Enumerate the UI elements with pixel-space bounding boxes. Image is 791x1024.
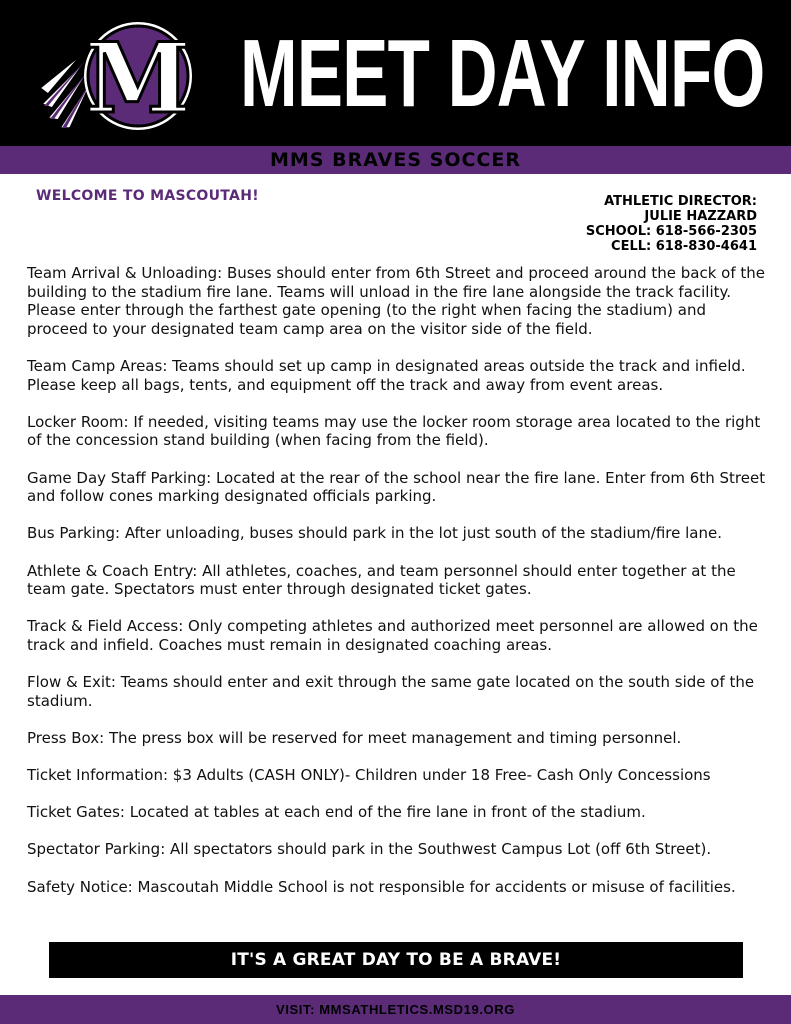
director-name: JULIE HAZZARD (644, 209, 757, 224)
logo-letter: M (84, 22, 192, 135)
braves-feather-logo-icon (38, 18, 198, 136)
athletic-director-contact (586, 194, 757, 254)
section-team-camp-areas: Team Camp Areas: Teams should set up camp in designated areas outside the track and infield. Please keep all bags, tents, and equipment off the track and away from event areas. (27, 356, 746, 394)
header-banner (0, 0, 791, 146)
section-athlete-entry: Athlete & Coach Entry: All athletes, coaches, and team personnel should enter together at the team gate. Spectators must enter through designated ticket gates. (27, 561, 736, 599)
school-phone: SCHOOL: 618-566-2305 (585, 224, 757, 239)
subheader-title: MMS BRAVES SOCCER (270, 149, 521, 171)
section-locker-room: Locker Room: If needed, visiting teams may use the locker room storage area located to the right of the concession stand building (when facing from the field). (27, 412, 761, 450)
subheader-bar (0, 146, 791, 174)
section-flow-exit: Flow & Exit: Teams should enter and exit through the same gate located on the south side of the stadium. (27, 673, 755, 710)
section-press-box: Press Box: The press box will be reserved for meet management and timing personnel. (27, 728, 682, 747)
section-ticket-gates: Ticket Gates: Located at tables at each end of the fire lane in front of the stadium. (27, 803, 646, 822)
info-sections (27, 264, 769, 915)
cell-phone: CELL: 618-830-4641 (611, 239, 757, 254)
section-bus-parking: Bus Parking: After unloading, buses should park in the lot just south of the stadium/fire lane. (27, 524, 722, 543)
footer-website-link[interactable]: VISIT: MMSATHLETICS.MSD19.ORG (276, 1002, 515, 1017)
section-track-access: Track & Field Access: Only competing athletes and authorized meet personnel are allowed on the track and infield. Coaches must remain in designated coaching areas. (27, 617, 758, 654)
director-label: ATHLETIC DIRECTOR: (604, 194, 757, 209)
welcome-heading: WELCOME TO MASCOUTAH! (36, 188, 259, 204)
page-title: MEET DAY INFO (240, 20, 765, 127)
footer-bar (0, 995, 791, 1024)
section-safety-notice: Safety Notice: Mascoutah Middle School is not responsible for accidents or misuse of facilities. (27, 877, 736, 896)
section-team-arrival: Team Arrival & Unloading: Buses should enter from 6th Street and proceed around the back of the building to the stadium fire lane. Teams will unload in the fire lane alongside the track facility. Please enter through the farthest gate opening (to the right when facing the stadium) and proceed to your designated team camp area on the visitor side of the field. (27, 264, 766, 338)
section-staff-parking: Game Day Staff Parking: Located at the rear of the school near the fire lane. Enter from 6th Street and follow cones marking designated officials parking. (27, 468, 766, 506)
slogan-banner: IT'S A GREAT DAY TO BE A BRAVE! (49, 942, 743, 978)
section-ticket-info: Ticket Information: $3 Adults (CASH ONLY)- Children under 18 Free- Cash Only Concessions (27, 766, 711, 785)
section-spectator-parking: Spectator Parking: All spectators should park in the Southwest Campus Lot (off 6th Street). (27, 840, 712, 859)
